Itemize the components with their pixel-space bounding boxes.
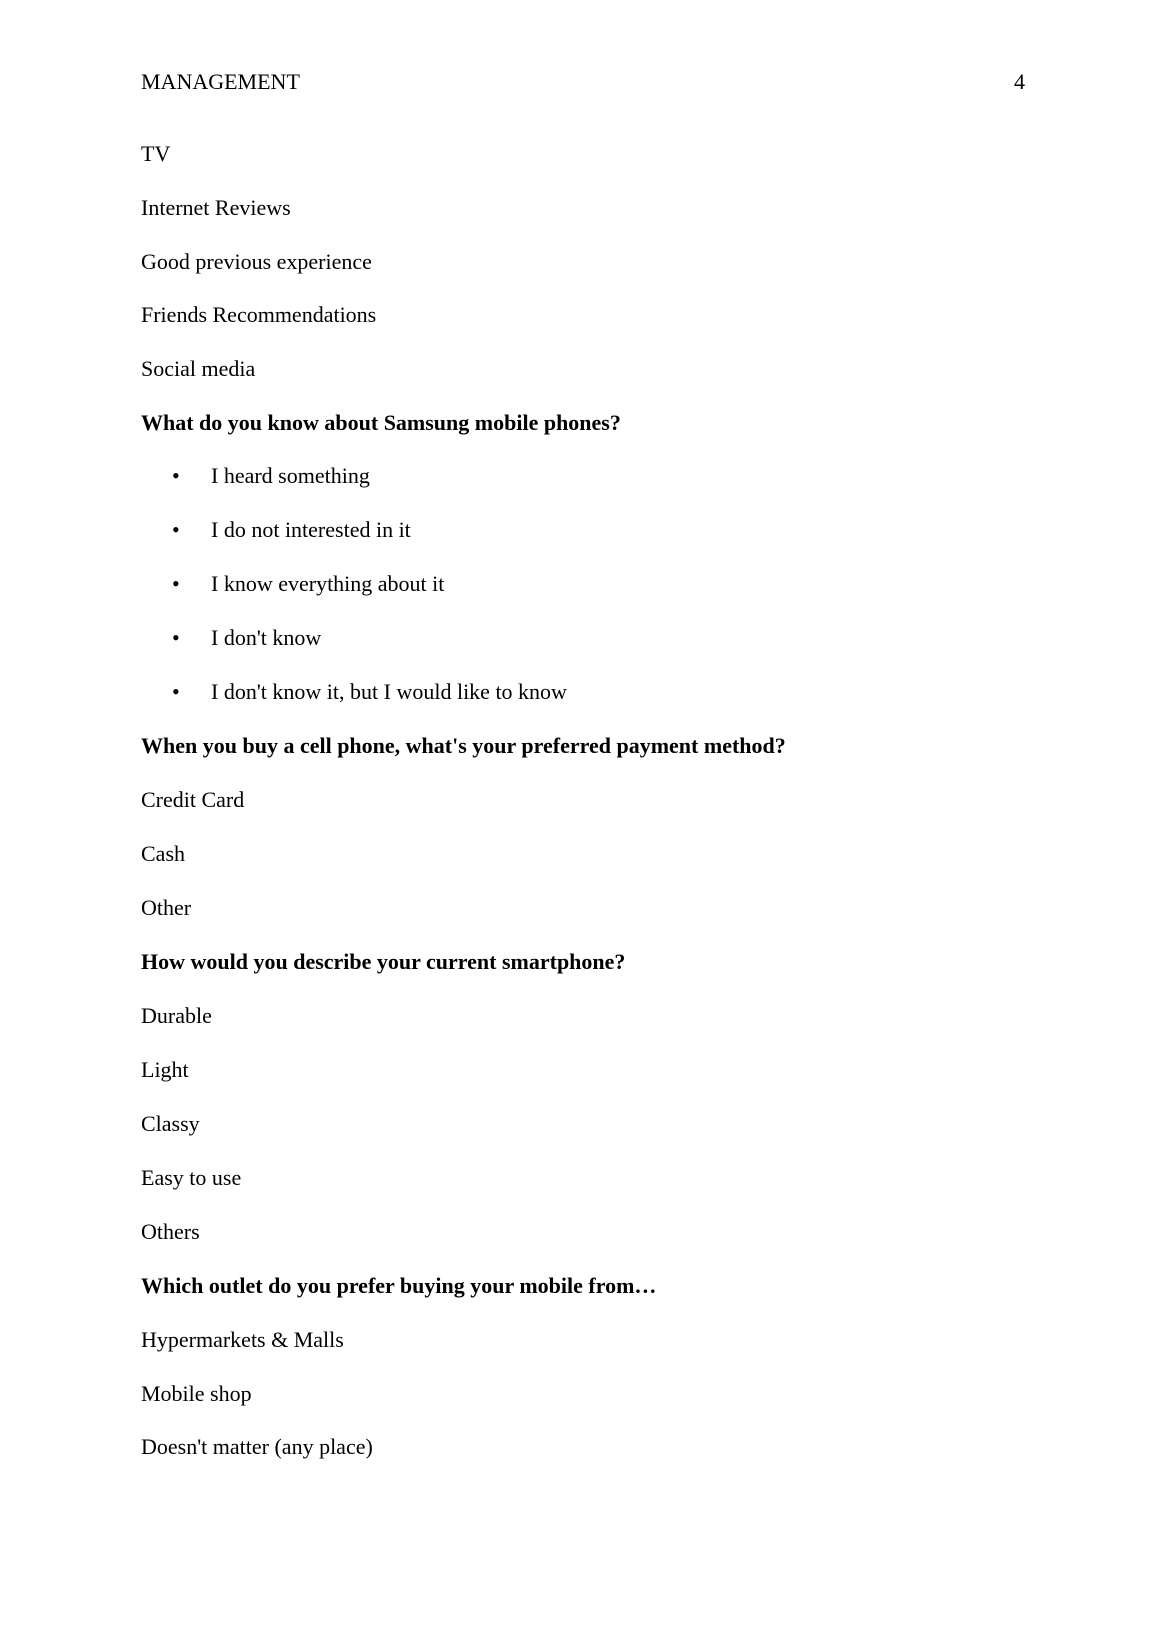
source-option: Internet Reviews <box>141 195 291 220</box>
bullet-icon: • <box>172 679 180 704</box>
samsung-option: I don't know <box>211 625 322 650</box>
describe-option: Durable <box>141 1003 212 1028</box>
outlet-option: Mobile shop <box>141 1381 252 1406</box>
bullet-icon: • <box>172 625 180 650</box>
samsung-option: I don't know it, but I would like to know <box>211 679 567 704</box>
payment-option: Cash <box>141 841 185 866</box>
samsung-option: I heard something <box>211 463 370 488</box>
samsung-option: I do not interested in it <box>211 517 411 542</box>
describe-option: Easy to use <box>141 1165 242 1190</box>
bullet-icon: • <box>172 517 180 542</box>
running-head: MANAGEMENT <box>141 69 300 94</box>
samsung-option: I know everything about it <box>211 571 445 596</box>
source-option: Good previous experience <box>141 249 372 274</box>
describe-option: Others <box>141 1219 200 1244</box>
page-number: 4 <box>1014 69 1025 94</box>
bullet-icon: • <box>172 571 180 596</box>
source-option: TV <box>141 141 171 166</box>
bullet-icon: • <box>172 463 180 488</box>
question-payment: When you buy a cell phone, what's your preferred payment method? <box>141 733 786 758</box>
question-samsung: What do you know about Samsung mobile phones? <box>141 410 621 435</box>
outlet-option: Hypermarkets & Malls <box>141 1327 344 1352</box>
question-describe: How would you describe your current smartphone? <box>141 949 626 974</box>
source-option: Social media <box>141 356 256 381</box>
describe-option: Classy <box>141 1111 200 1136</box>
describe-option: Light <box>141 1057 189 1082</box>
source-option: Friends Recommendations <box>141 302 377 327</box>
payment-option: Other <box>141 895 192 920</box>
outlet-option: Doesn't matter (any place) <box>141 1434 373 1459</box>
payment-option: Credit Card <box>141 787 245 812</box>
question-outlet: Which outlet do you prefer buying your mobile from… <box>141 1273 657 1298</box>
